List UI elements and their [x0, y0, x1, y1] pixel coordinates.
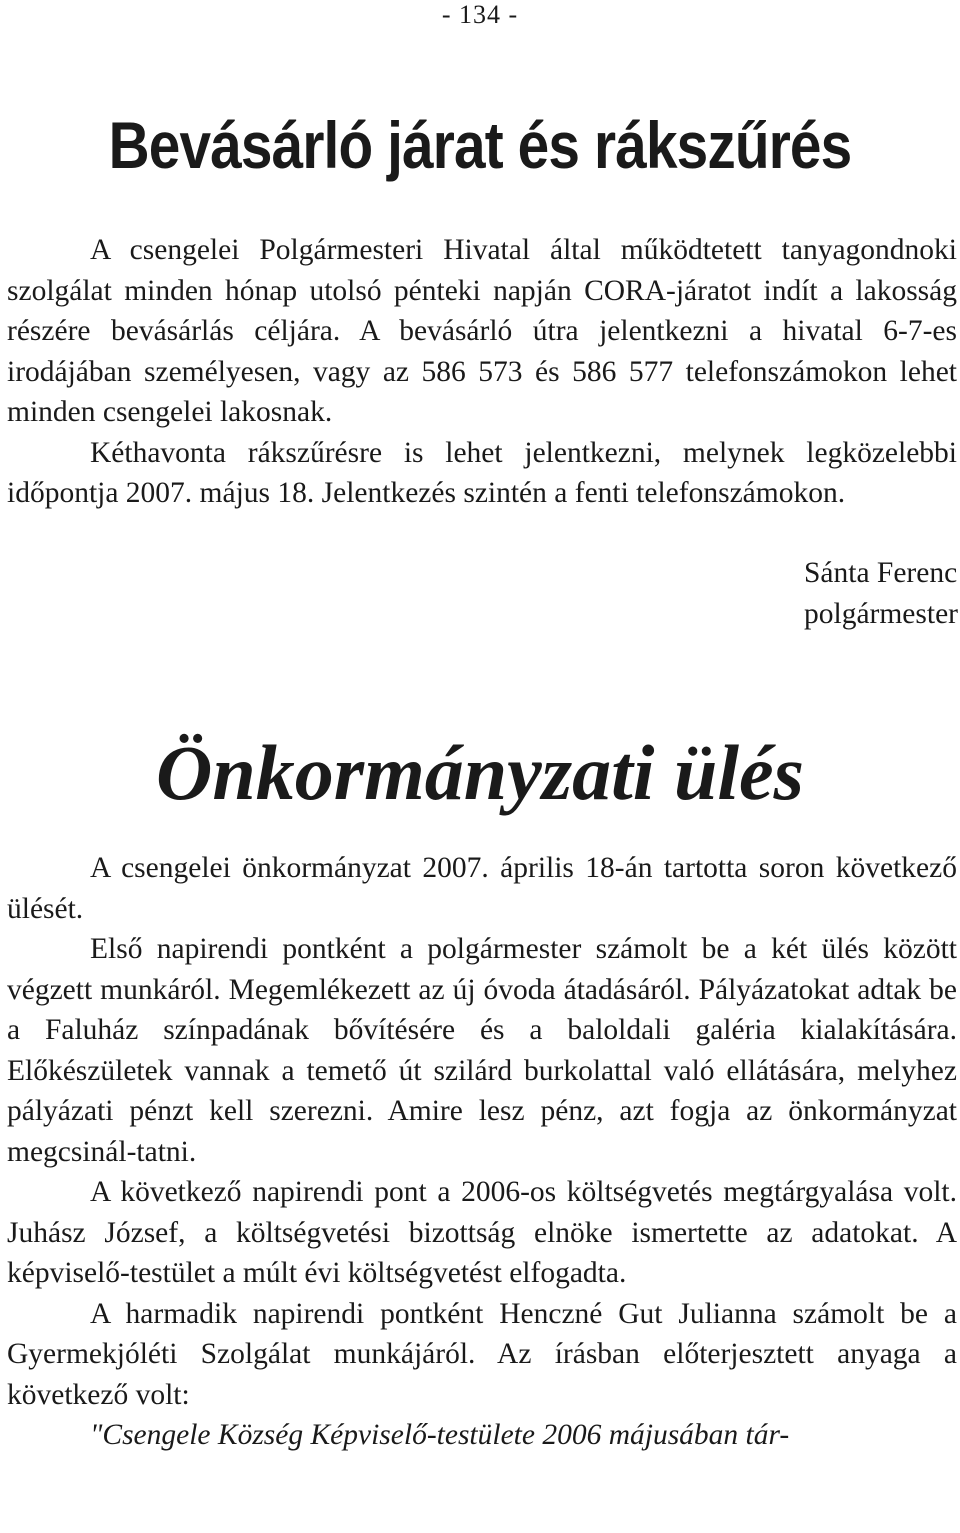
signature-name: Sánta Ferenc [804, 557, 958, 589]
signature-role: polgármester [804, 597, 958, 630]
page-number: - 134 - [441, 0, 519, 29]
paragraph: A csengelei önkormányzat 2007. április 18-án tartotta soron következő ülését. [7, 852, 957, 925]
article-title-shopping-and-screening: Bevásárló járat és rákszűrés [108, 108, 852, 182]
article-body-council [7, 848, 957, 1456]
article-body-shopping [7, 230, 957, 514]
article-title-council-meeting: Önkormányzati ülés [156, 729, 804, 816]
paragraph: Első napirendi pontként a polgármester számolt be a két ülés között végzett munkáról. Megemlékezett az új óvoda átadásáról. Pályázatokat adtak be a Faluház színpadának bővítésére és a baloldali galéria kialakítására. Előkészületek vannak a temető út szilárd burkolattal való ellátására, melyhez pályázati pénzt kell szerezni. Amire lesz pénz, azt fogja az önkormányzat megcsinál-tatni. [7, 933, 957, 1168]
signature-block [804, 553, 958, 634]
quoted-text: "Csengele Község Képviselő-testülete 2006 májusában tár- [90, 1419, 790, 1451]
paragraph: A csengelei Polgármesteri Hivatal által működtetett tanyagondnoki szolgálat minden hónap utolsó pénteki napján CORA-járatot indít a lakosság részére bevásárlás céljára. A bevásárló útra jelentkezni a hivatal 6-7-es irodájában személyesen, vagy az 586 573 és 586 577 telefonszámokon lehet minden csengelei lakosnak. [7, 234, 957, 428]
paragraph: Kéthavonta rákszűrésre is lehet jelentkezni, melynek legközelebbi időpontja 2007. május 18. Jelentkezés szintén a fenti telefonszámokon. [7, 436, 957, 509]
paragraph: A harmadik napirendi pontként Henczné Gut Julianna számolt be a Gyermekjóléti Szolgálat munkájáról. Az írásban előterjesztett anyaga a következő volt: [7, 1297, 957, 1411]
paragraph: A következő napirendi pont a 2006-os költségvetés megtárgyalása volt. Juhász József, a költségvetési bizottság elnöke ismertette az adatokat. A képviselő-testület a múlt évi költségvetést elfogadta. [7, 1176, 957, 1289]
